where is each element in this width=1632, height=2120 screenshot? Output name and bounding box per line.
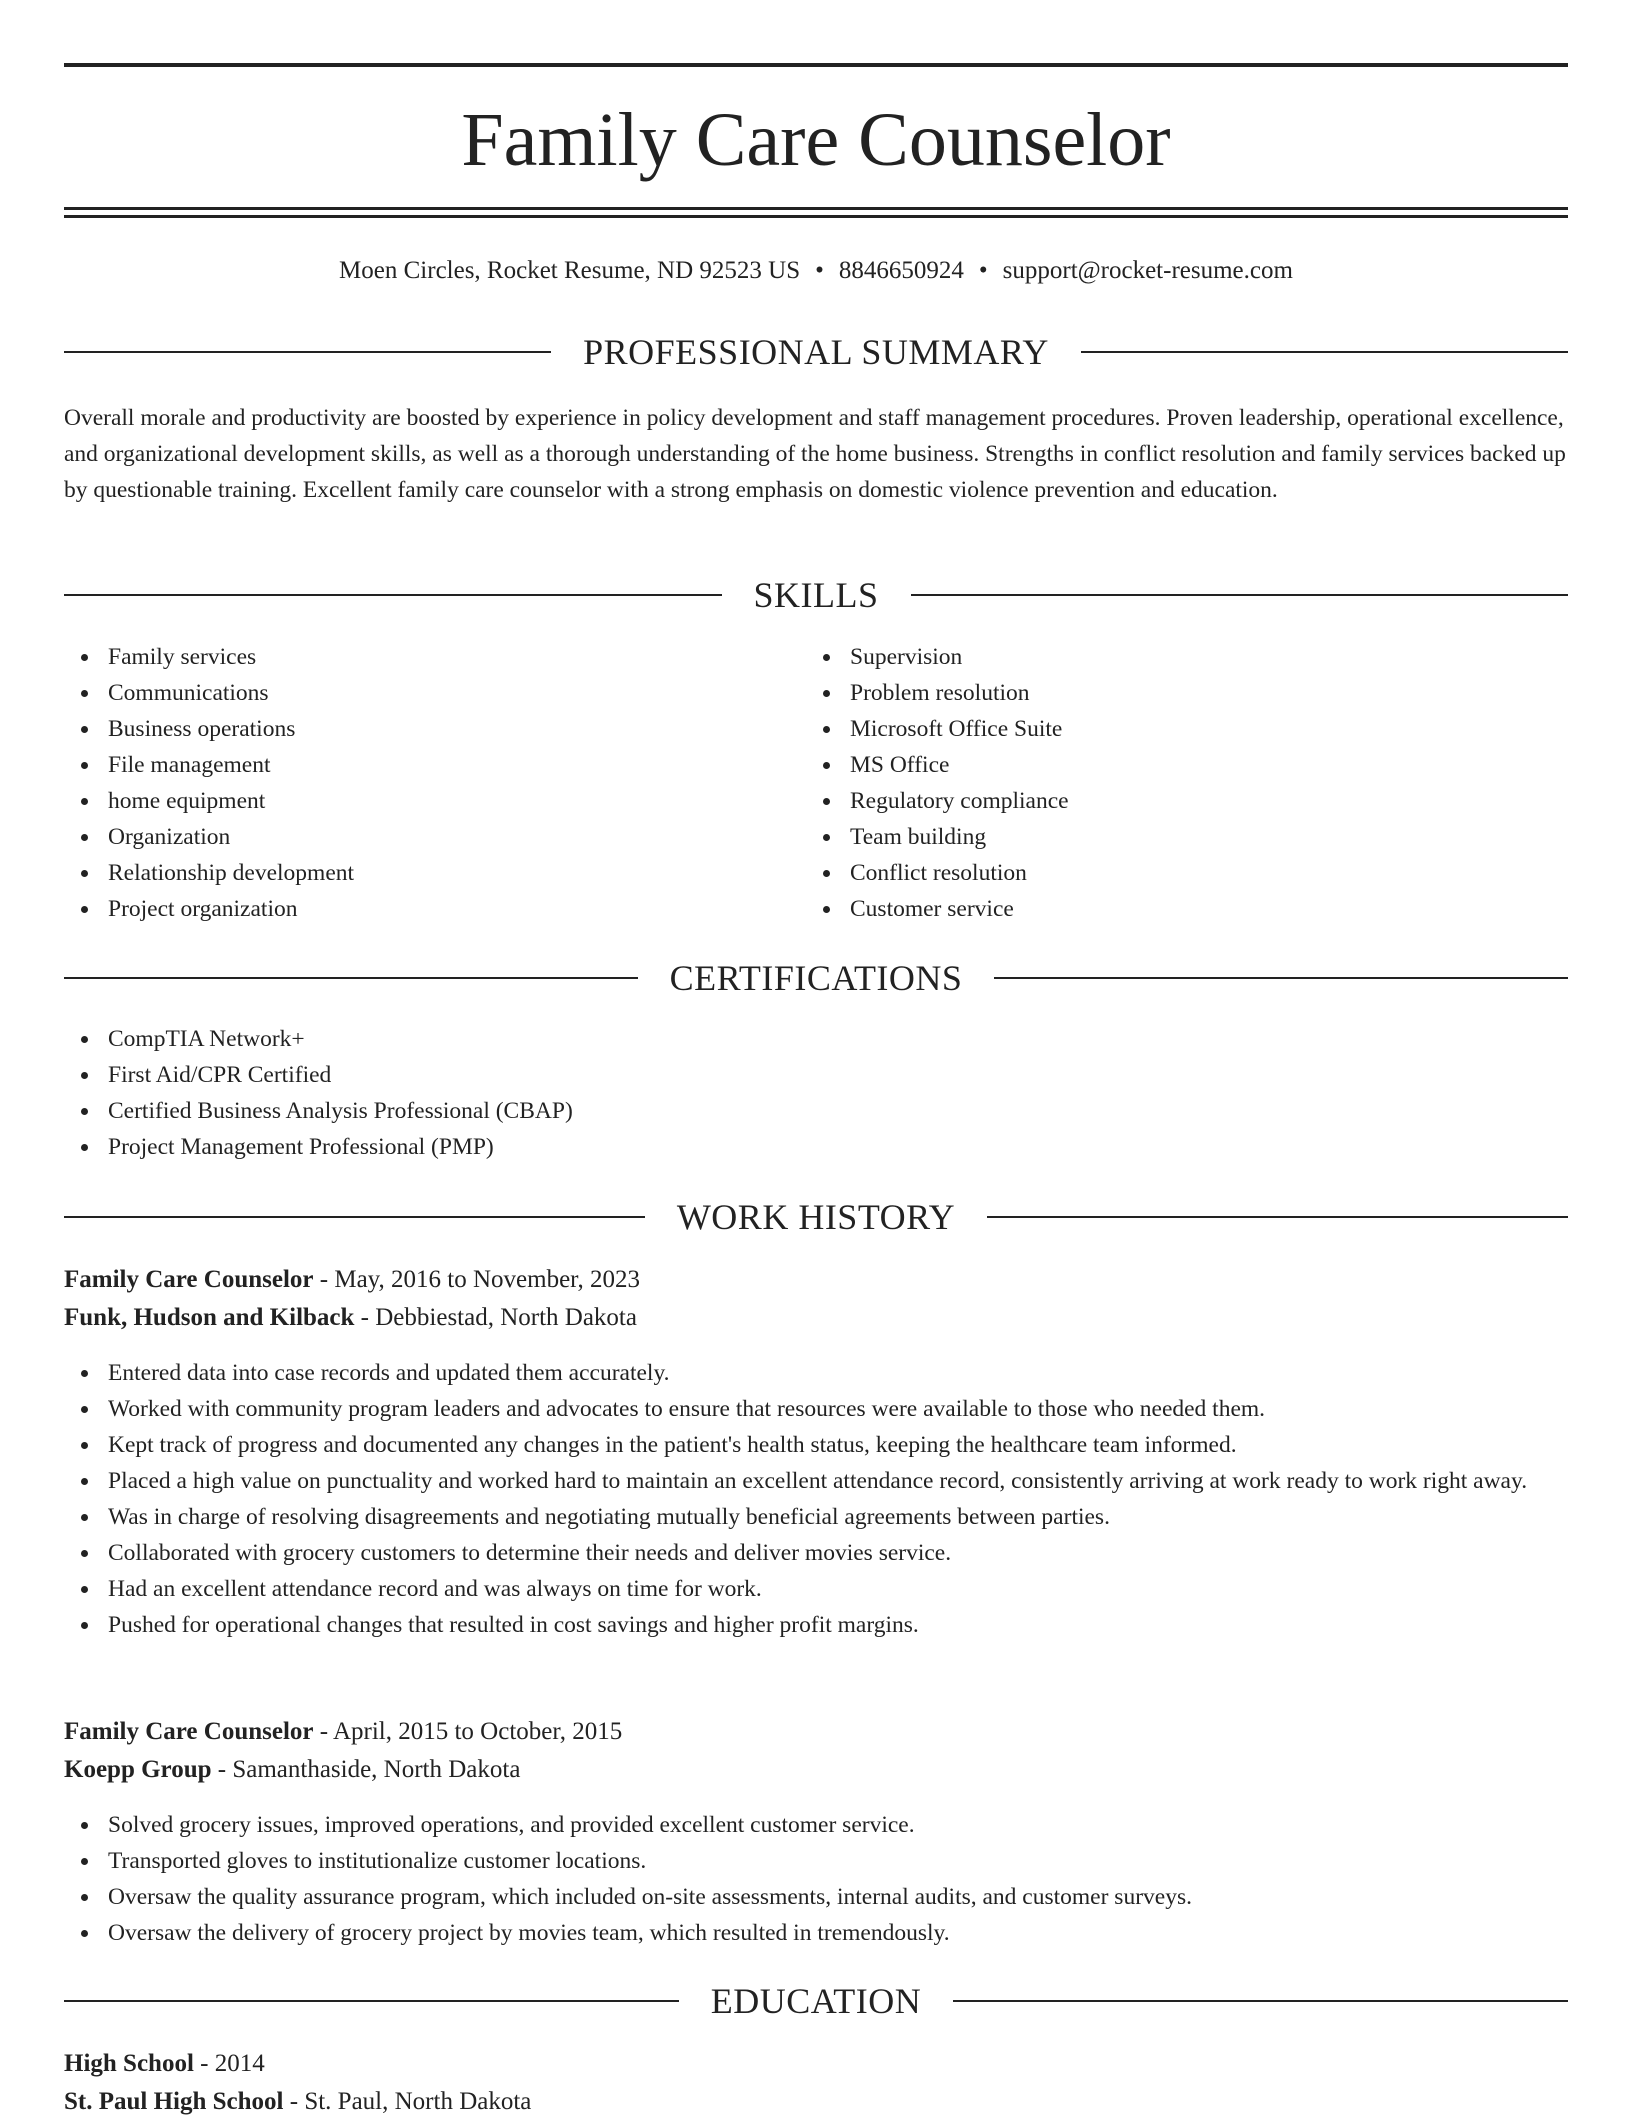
heading-rule bbox=[64, 351, 551, 353]
heading-rule bbox=[64, 977, 638, 979]
job-title: Family Care Counselor bbox=[64, 1266, 314, 1293]
summary-text: Overall morale and productivity are boosted by experience in policy development and staff management procedures. Proven leadership, operational excellence, and organizational development skills, as well as a thorough understanding of the home business. Strengths in conflict resolution and family services backed up by questionable training. Excellent family care counselor with a strong emphasis on domestic violence prevention and education. bbox=[64, 405, 1566, 503]
skill-item: Team building bbox=[806, 819, 1546, 855]
heading-rule bbox=[64, 2000, 679, 2002]
skill-item: Microsoft Office Suite bbox=[806, 711, 1546, 747]
skills-list-right bbox=[806, 639, 1546, 927]
job-duty-item: Transported gloves to institutionalize customer locations. bbox=[64, 1843, 1568, 1879]
contact-separator: • bbox=[815, 257, 824, 284]
job-title-line bbox=[64, 1262, 1568, 1298]
skill-item: Customer service bbox=[806, 891, 1546, 927]
heading-rule bbox=[64, 1216, 645, 1218]
job-duty-item: Placed a high value on punctuality and worked hard to maintain an excellent attendance record, consistently arriving at work ready to work right away. bbox=[64, 1463, 1568, 1499]
job-employer: Koepp Group bbox=[64, 1756, 212, 1783]
section-title: PROFESSIONAL SUMMARY bbox=[583, 332, 1049, 372]
section-title: SKILLS bbox=[753, 575, 879, 615]
education-location: - St. Paul, North Dakota bbox=[283, 2088, 532, 2115]
job-duty-item: Was in charge of resolving disagreements and negotiating mutually beneficial agreements between parties. bbox=[64, 1499, 1568, 1535]
job-duty-item: Worked with community program leaders and advocates to ensure that resources were available to those who needed them. bbox=[64, 1391, 1568, 1427]
heading-rule bbox=[994, 977, 1568, 979]
job-location: - Debbiestad, North Dakota bbox=[354, 1304, 637, 1331]
skill-item: Supervision bbox=[806, 639, 1546, 675]
education-degree: High School bbox=[64, 2050, 194, 2077]
section-heading-work-history bbox=[64, 1194, 1568, 1240]
job-duty-item: Collaborated with grocery customers to determine their needs and deliver movies service. bbox=[64, 1535, 1568, 1571]
job-duty-item: Pushed for operational changes that resulted in cost savings and higher profit margins. bbox=[64, 1607, 1568, 1643]
job-title: Family Care Counselor bbox=[64, 1718, 314, 1745]
section-title: CERTIFICATIONS bbox=[669, 958, 963, 998]
job-duty-item: Oversaw the quality assurance program, which included on-site assessments, internal audits, and customer surveys. bbox=[64, 1879, 1568, 1915]
skill-item: MS Office bbox=[806, 747, 1546, 783]
section-heading-skills bbox=[64, 572, 1568, 618]
skill-item: Relationship development bbox=[64, 855, 804, 891]
header-bottom-rule-2 bbox=[64, 215, 1568, 218]
section-heading-education bbox=[64, 1978, 1568, 2024]
candidate-name: Family Care Counselor bbox=[461, 98, 1171, 182]
job-duty-item: Solved grocery issues, improved operations, and provided excellent customer service. bbox=[64, 1807, 1568, 1843]
skill-item: home equipment bbox=[64, 783, 804, 819]
skill-item: Communications bbox=[64, 675, 804, 711]
skill-item: Problem resolution bbox=[806, 675, 1546, 711]
certification-item: CompTIA Network+ bbox=[64, 1021, 1568, 1057]
job-duty-item: Kept track of progress and documented any changes in the patient's health status, keeping the healthcare team informed. bbox=[64, 1427, 1568, 1463]
skills-list-left bbox=[64, 639, 804, 927]
education-school: St. Paul High School bbox=[64, 2088, 284, 2115]
header-bottom-rule bbox=[64, 207, 1568, 210]
heading-rule bbox=[64, 594, 722, 596]
education-school-line bbox=[64, 2084, 1568, 2120]
job-duties-list bbox=[64, 1355, 1568, 1643]
job-dates: - April, 2015 to October, 2015 bbox=[313, 1718, 623, 1745]
heading-rule bbox=[953, 2000, 1568, 2002]
skill-item: Conflict resolution bbox=[806, 855, 1546, 891]
contact-separator: • bbox=[978, 257, 988, 284]
header-top-rule bbox=[64, 63, 1568, 67]
contact-phone: 8846650924 bbox=[838, 257, 964, 284]
skill-item: Project organization bbox=[64, 891, 804, 927]
heading-rule bbox=[1081, 351, 1568, 353]
job-employer-line bbox=[64, 1752, 1568, 1788]
job-duty-item: Oversaw the delivery of grocery project by movies team, which resulted in tremendously. bbox=[64, 1915, 1568, 1951]
contact-line bbox=[64, 254, 1568, 288]
certification-item: Certified Business Analysis Professional (CBAP) bbox=[64, 1093, 1568, 1129]
certifications-list bbox=[64, 1021, 1568, 1165]
job-duties-list bbox=[64, 1807, 1568, 1951]
skill-item: Regulatory compliance bbox=[806, 783, 1546, 819]
section-title: WORK HISTORY bbox=[676, 1197, 956, 1237]
job-dates: - May, 2016 to November, 2023 bbox=[313, 1266, 641, 1293]
section-heading-certifications bbox=[64, 955, 1568, 1001]
skill-item: Business operations bbox=[64, 711, 804, 747]
contact-email: support@rocket-resume.com bbox=[1002, 257, 1293, 284]
section-heading-summary bbox=[64, 329, 1568, 375]
skill-item: File management bbox=[64, 747, 804, 783]
heading-rule bbox=[911, 594, 1569, 596]
certification-item: First Aid/CPR Certified bbox=[64, 1057, 1568, 1093]
job-title-line bbox=[64, 1714, 1568, 1750]
contact-address: Moen Circles, Rocket Resume, ND 92523 US bbox=[339, 257, 801, 284]
section-title: EDUCATION bbox=[710, 1981, 922, 2021]
certification-item: Project Management Professional (PMP) bbox=[64, 1129, 1568, 1165]
job-employer-line bbox=[64, 1300, 1568, 1336]
skill-item: Organization bbox=[64, 819, 804, 855]
job-location: - Samanthaside, North Dakota bbox=[211, 1756, 521, 1783]
heading-rule bbox=[987, 1216, 1568, 1218]
job-employer: Funk, Hudson and Kilback bbox=[64, 1304, 355, 1331]
skill-item: Family services bbox=[64, 639, 804, 675]
job-duty-item: Entered data into case records and updated them accurately. bbox=[64, 1355, 1568, 1391]
education-year: - 2014 bbox=[193, 2050, 265, 2077]
education-degree-line bbox=[64, 2046, 1568, 2082]
job-duty-item: Had an excellent attendance record and was always on time for work. bbox=[64, 1571, 1568, 1607]
